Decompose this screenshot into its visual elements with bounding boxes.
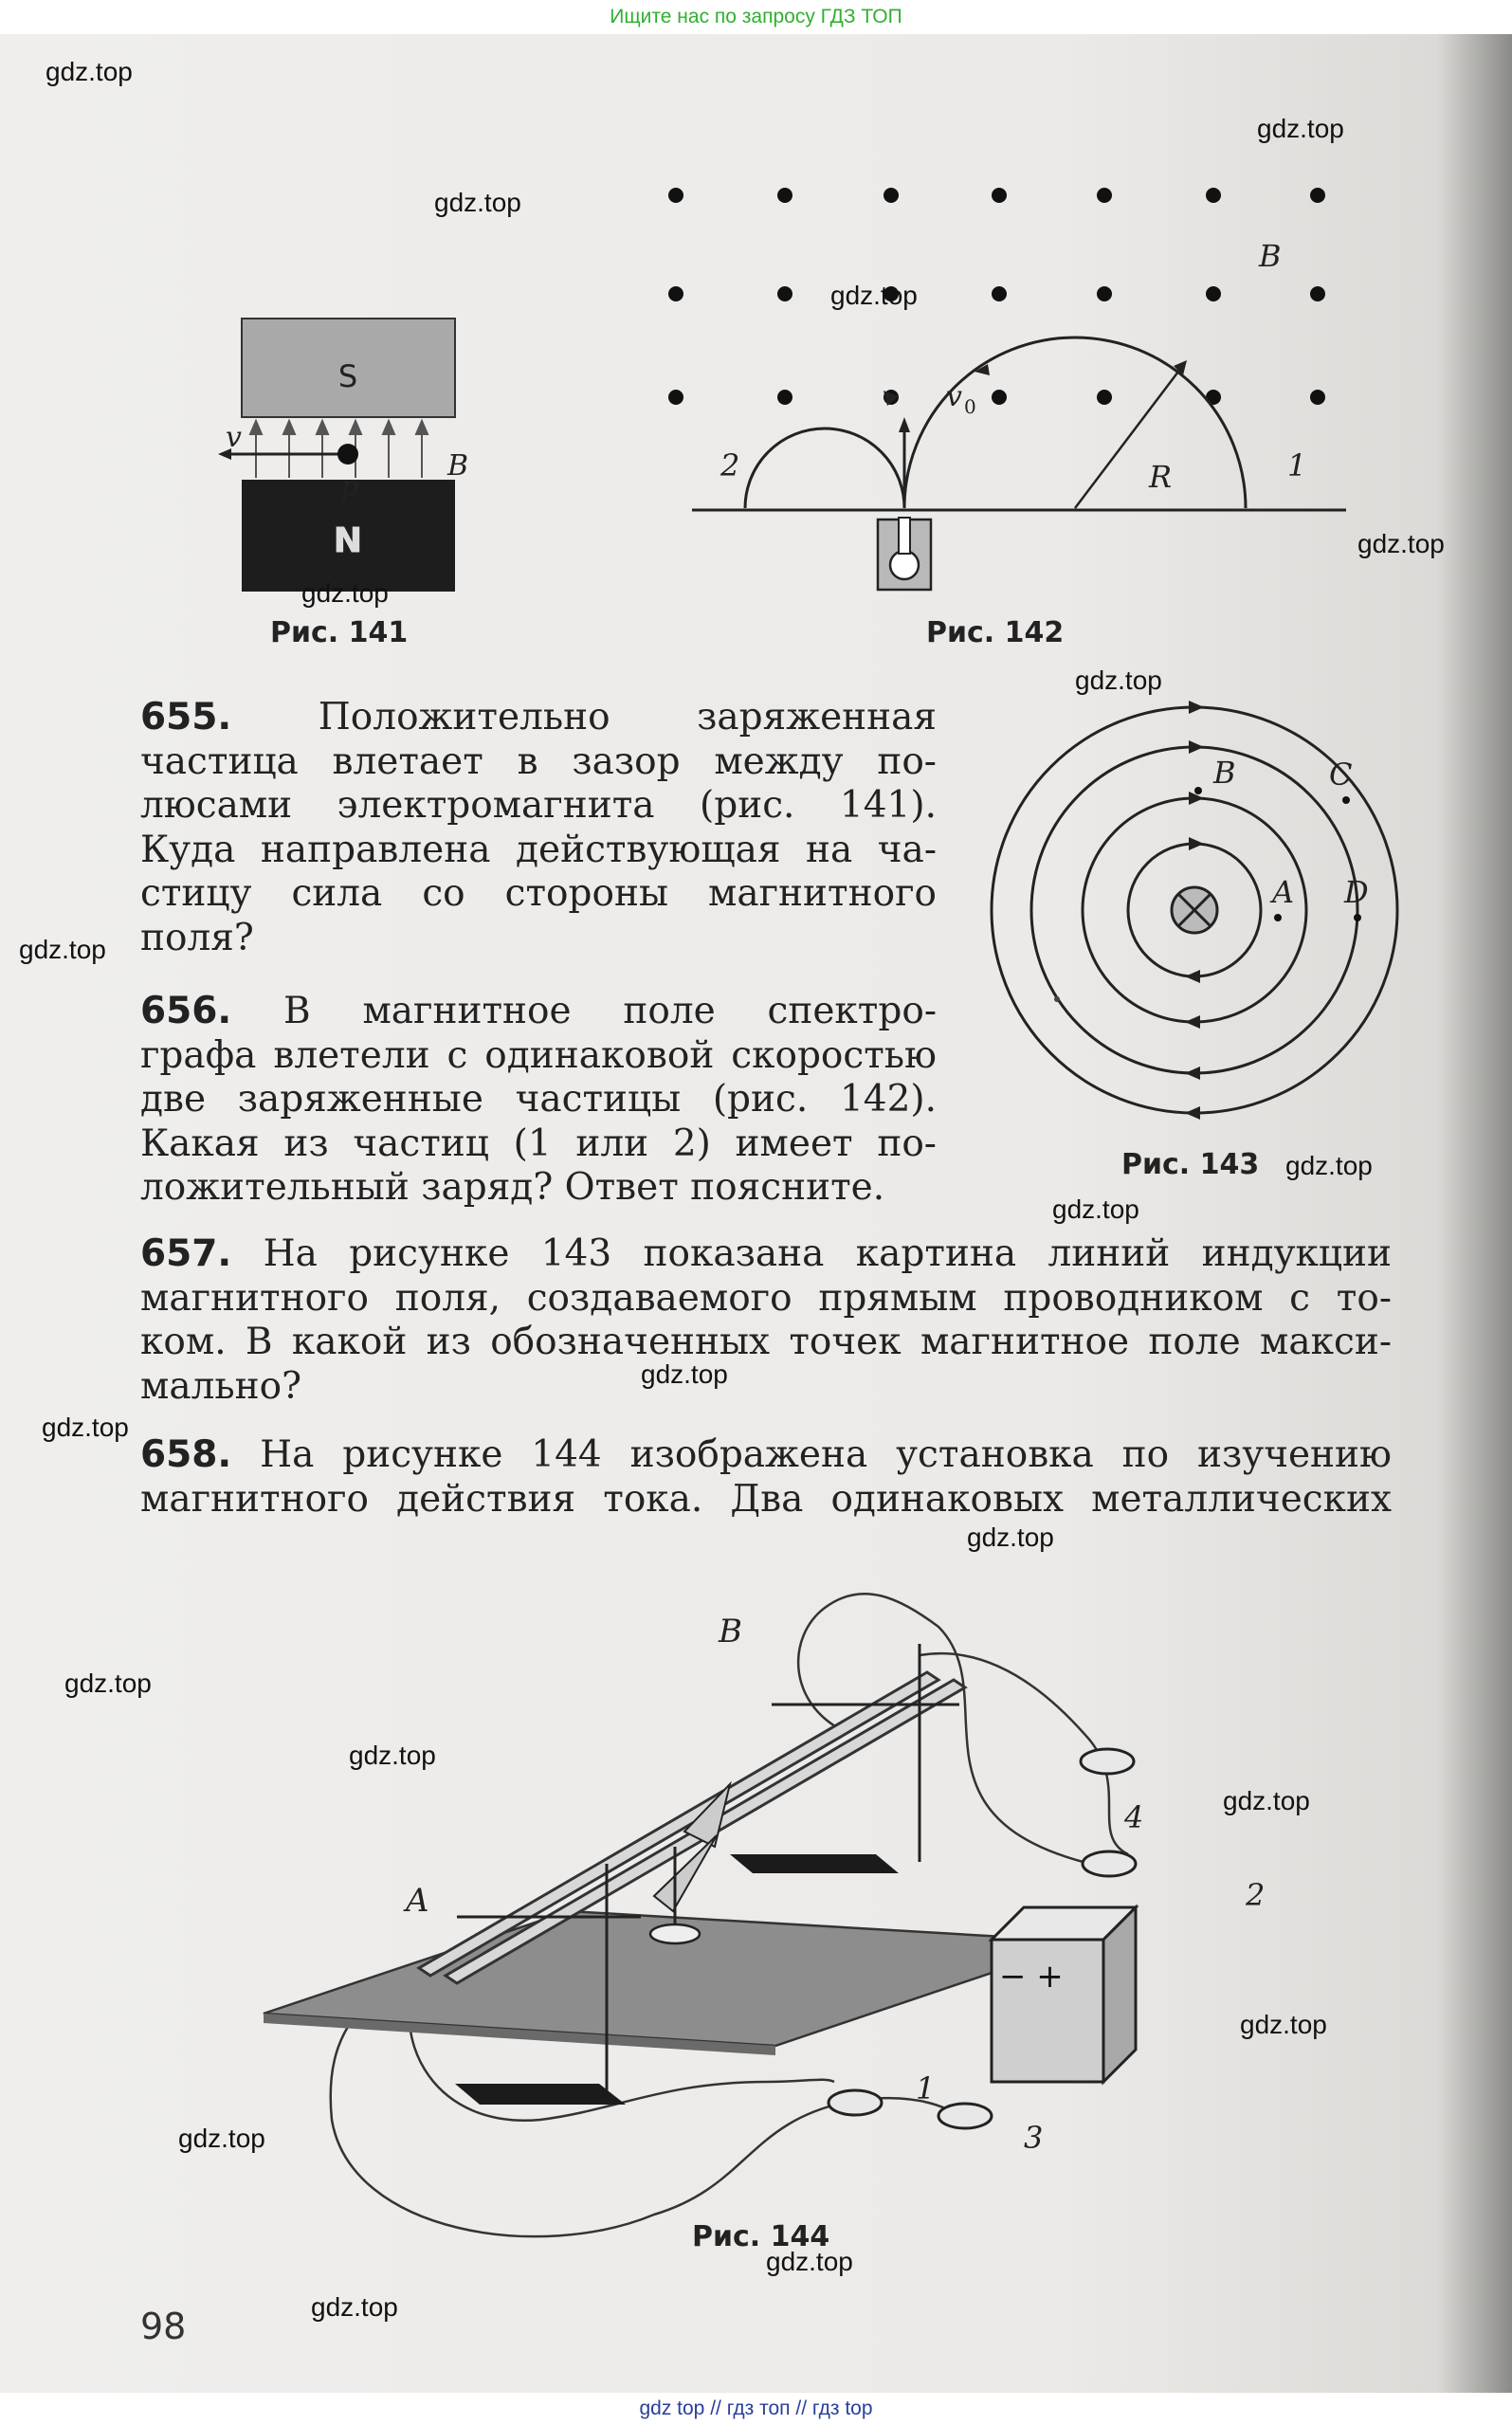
stand-b-base [730,1854,899,1873]
problem-656 [140,990,937,1211]
problem-line: частица влетает в зазор между по- [140,739,937,783]
watermark: gdz.top [1240,2010,1327,2039]
v0-sub: 0 [964,395,976,418]
page-number: 98 [140,2306,187,2347]
watermark: gdz.top [1357,529,1445,558]
problem-number: 655. [140,696,232,738]
b-label: B [1259,238,1282,274]
label-c: C [1329,757,1353,793]
problem-line: ком. В какой из обозначенных точек магнитное поле макси- [140,1321,1392,1363]
bottom-banner[interactable]: gdz top // гдз топ // гдз top [0,2393,1512,2425]
watermark: gdz.top [42,1413,129,1442]
label-a: A [1272,874,1295,910]
r-label: R [1149,459,1173,495]
figure-143 [986,698,1403,1172]
point-c [1342,796,1350,804]
pole-s-label: S [337,358,358,394]
watermark: gdz.top [46,57,133,86]
watermark: gdz.top [434,188,521,217]
track-1 [904,337,1246,508]
point-b [1194,787,1202,794]
label-d: D [1344,874,1369,910]
watermark: gdz.top [766,2247,853,2276]
watermark: gdz.top [1075,666,1162,695]
label-b: B [1213,755,1236,791]
figure-144 [256,1551,1299,2271]
watermark: gdz.top [641,1359,728,1389]
problem-line: люсами электромагнита (рис. 141). [140,784,937,827]
problem-line: Положительно заряженная [318,696,937,738]
fig142-caption: Рис. 142 [926,616,1065,649]
terminal-3-label: 3 [1024,2120,1044,2156]
stand-a-base [455,2084,626,2105]
pole-n-label: N [333,521,363,560]
problem-line: мально? [140,1364,301,1408]
v-label: v [226,421,242,454]
terminal-2-label: 2 [1246,1877,1266,1913]
problem-655 [140,696,937,960]
problem-number: 656. [140,990,232,1032]
problem-number: 658. [140,1433,232,1476]
label-a: A [406,1882,429,1920]
problem-657 [140,1232,1392,1409]
textbook-page [0,34,1512,2393]
watermark: gdz.top [1257,114,1344,143]
watermark: gdz.top [64,1668,152,1698]
watermark: gdz.top [830,281,918,310]
problem-line: графа влетели с одинаковой скоростью [140,1033,937,1077]
watermark: gdz.top [178,2124,265,2153]
problem-line: две заряженные частицы (рис. 142). [140,1078,937,1121]
watermark: gdz.top [19,935,106,964]
problem-line: стицу сила со стороны магнитного [140,872,937,915]
track1-label: 1 [1287,447,1307,483]
top-banner[interactable]: Ищите нас по запросу ГДЗ ТОП [0,0,1512,34]
problem-line: Какая из частиц (1 или 2) имеет по- [140,1121,937,1165]
problem-line: магнитного поля, создаваемого прямым проводником с то- [140,1276,1392,1320]
watermark: gdz.top [1052,1194,1139,1224]
wires [331,1594,1128,2236]
problem-line: На рисунке 144 изображена установка по изучению [260,1433,1392,1476]
battery-label: − + [999,1958,1064,1996]
watermark: gdz.top [967,1522,1054,1552]
problem-line: поля? [140,916,254,959]
problem-line: Куда направлена действующая на ча- [140,828,937,871]
problem-line: ложительный заряд? Ответ поясните. [140,1166,885,1209]
point-d [1354,914,1361,921]
fig144-caption: Рис. 144 [692,2220,830,2253]
terminal-1-label: 1 [916,2070,936,2106]
watermark: gdz.top [1285,1151,1373,1180]
figure-142 [654,157,1356,631]
field-dots [668,188,1325,405]
watermark: gdz.top [311,2292,398,2322]
problem-number: 657. [140,1232,232,1275]
watermark: gdz.top [349,1741,436,1770]
v0-label: v [946,380,962,413]
fig143-caption: Рис. 143 [1121,1148,1260,1181]
point-a [1274,914,1282,921]
p-label: p [341,470,358,501]
problem-line: В магнитное поле спектро- [283,990,937,1032]
problem-line: На рисунке 143 показана картина линий индукции [263,1232,1392,1275]
fig141-caption: Рис. 141 [270,616,409,649]
terminal-4-label: 4 [1124,1799,1144,1835]
label-b: B [719,1613,742,1650]
track-2 [745,428,904,508]
particle-dot [337,444,358,465]
track2-label: 2 [720,447,740,483]
watermark: gdz.top [1223,1786,1310,1815]
watermark: gdz.top [301,578,389,608]
b-label: B [447,449,469,483]
problem-line: магнитного действия тока. Два одинаковых металлических [140,1477,1392,1521]
problem-658 [140,1433,1392,1522]
